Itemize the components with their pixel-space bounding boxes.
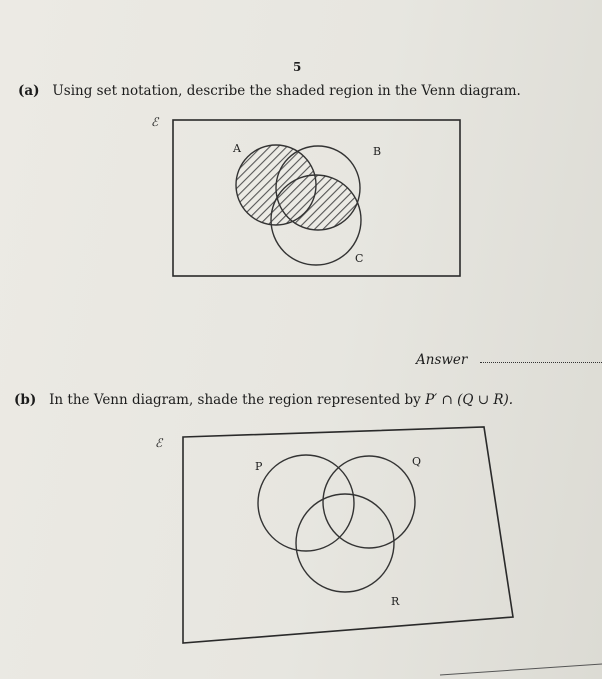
venn-diagram-a bbox=[151, 115, 460, 276]
circle-q[interactable] bbox=[323, 456, 415, 548]
venn-diagram-b[interactable] bbox=[155, 427, 513, 643]
universal-set-symbol-b: ℰ bbox=[155, 436, 163, 450]
question-a-text: Using set notation, describe the shaded region in the Venn diagram. bbox=[52, 83, 521, 99]
universal-set-box-b bbox=[183, 427, 513, 643]
page-edge-line bbox=[440, 664, 602, 675]
set-label-b: B bbox=[373, 145, 382, 158]
question-b-label: (b) bbox=[14, 392, 37, 408]
answer-label: Answer bbox=[416, 352, 468, 368]
set-label-c: C bbox=[355, 252, 364, 265]
question-b-expression: P′ ∩ (Q ∪ R). bbox=[425, 392, 514, 408]
set-label-a: A bbox=[233, 142, 241, 155]
circle-r[interactable] bbox=[296, 494, 394, 592]
page-number: 5 bbox=[293, 60, 302, 74]
question-b-text: In the Venn diagram, shade the region represented by bbox=[49, 392, 426, 408]
question-a-label: (a) bbox=[18, 83, 40, 99]
set-label-p: P bbox=[255, 460, 263, 473]
set-label-q: Q bbox=[412, 455, 422, 468]
set-label-r: R bbox=[391, 595, 400, 608]
universal-set-symbol-a: ℰ bbox=[151, 115, 159, 129]
